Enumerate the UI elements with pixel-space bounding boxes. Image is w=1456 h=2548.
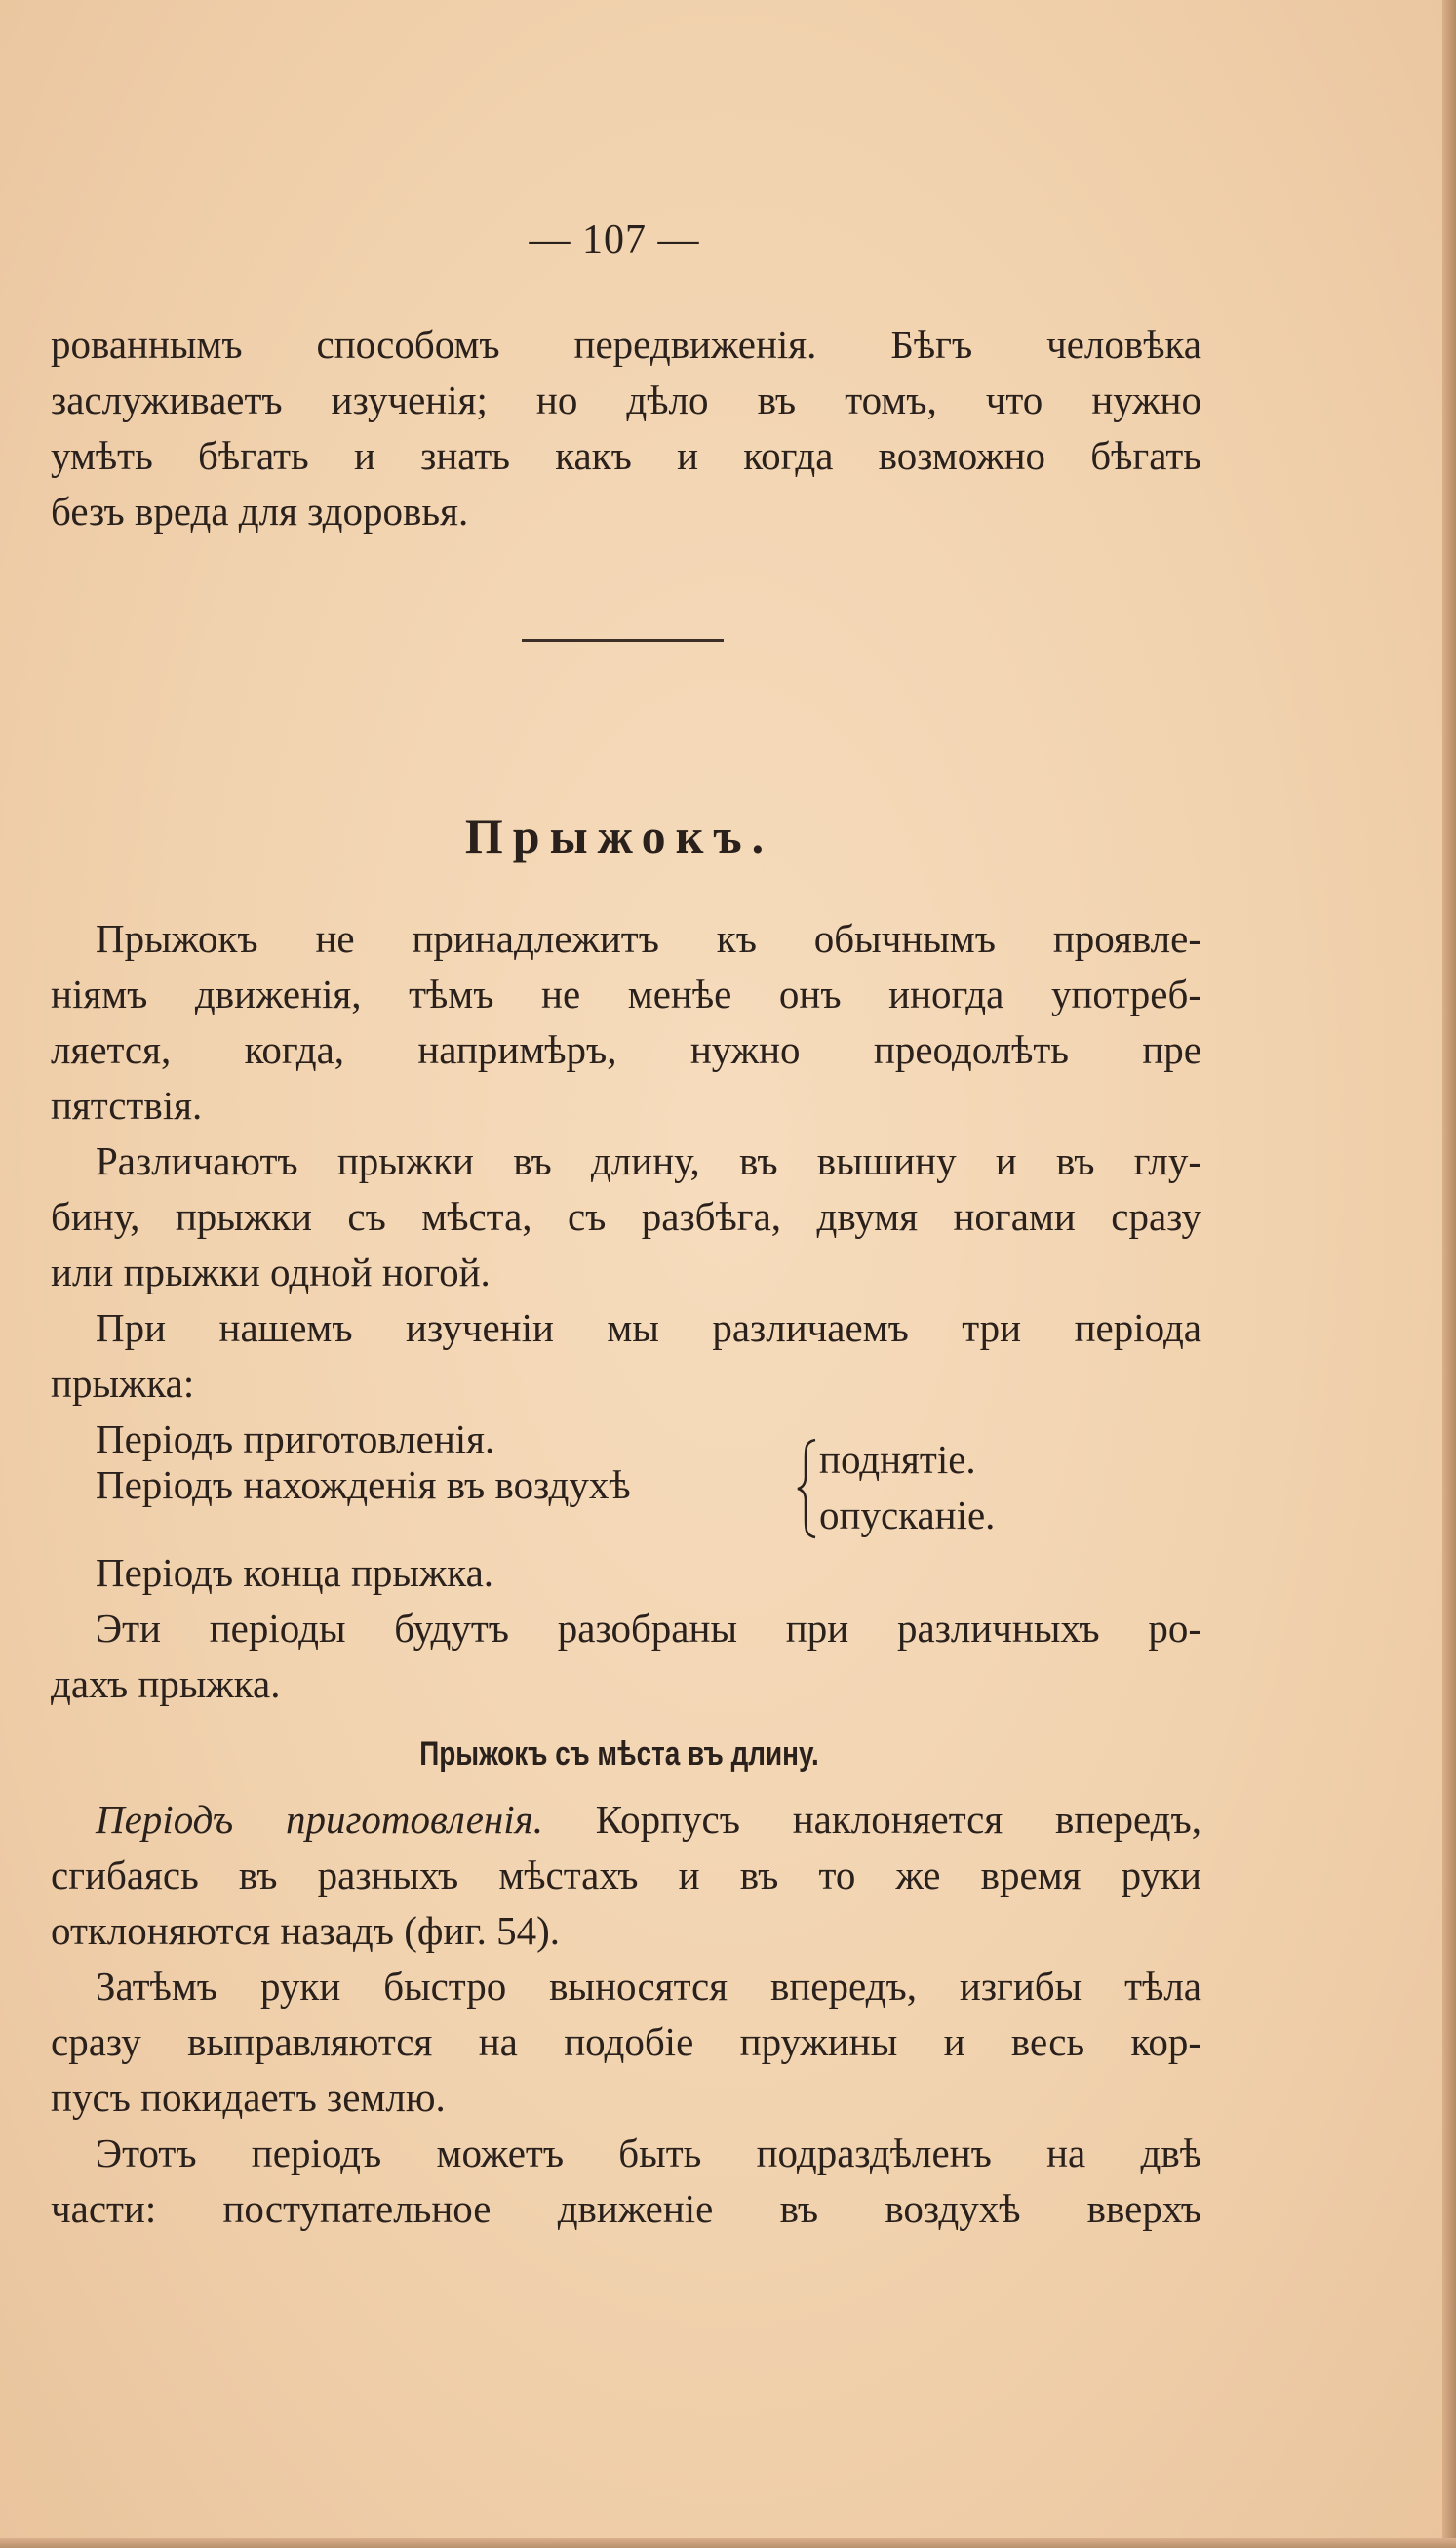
italic-lead: Періодъ приготовленія. [96, 1797, 543, 1842]
text-line: умѣть бѣгать и знать какъ и когда возможно бѣгать [51, 433, 1201, 478]
text-line: При нашемъ изученіи мы различаемъ три періода [96, 1305, 1201, 1350]
text-line: заслуживаетъ изученія; но дѣло въ томъ, что нужно [51, 378, 1201, 422]
lead-rest: Корпусъ наклоняется впередъ, [542, 1797, 1201, 1842]
text-line: сразу выправляются на подобіе пружины и весь кор- [51, 2019, 1201, 2064]
period-in-air-row [96, 1432, 1168, 1545]
text-line: бину, прыжки съ мѣста, съ разбѣга, двумя ногами сразу [51, 1194, 1201, 1239]
page-number: — 107 — [529, 218, 700, 262]
text-line: Этотъ періодъ можетъ быть подраздѣленъ на двѣ [96, 2130, 1201, 2175]
period-label: Періодъ нахожденія въ воздухѣ [96, 1462, 631, 1507]
text-line: Періодъ конца прыжка. [96, 1550, 494, 1595]
text-line: прыжка: [51, 1361, 195, 1406]
text-line: рованнымъ способомъ передвиженія. Бѣгъ человѣка [51, 322, 1201, 367]
text-line: ніямъ движенія, тѣмъ не менѣе онъ иногда употреб- [51, 972, 1201, 1016]
option-raise: поднятіе. [819, 1437, 976, 1482]
text-line: Прыжокъ не принадлежитъ къ обычнымъ проявле- [96, 916, 1201, 961]
section-body-1 [51, 911, 1201, 1467]
page-edge-bottom [0, 2538, 1456, 2548]
section-divider [522, 639, 724, 642]
text-line: Различаютъ прыжки въ длину, въ вышину и въ глу- [96, 1138, 1201, 1183]
text-line: Затѣмъ руки быстро выносятся впередъ, изгибы тѣла [96, 1964, 1201, 2009]
section-title: Прыжокъ. [464, 809, 774, 863]
page-edge-right [1442, 0, 1456, 2548]
period-options [819, 1432, 995, 1543]
text-line: пятствія. [51, 1083, 203, 1128]
text-line: пусъ покидаетъ землю. [51, 2075, 446, 2120]
text-line: Эти періоды будутъ разобраны при различныхъ ро- [96, 1606, 1201, 1651]
subsection-body [51, 1792, 1201, 2237]
subsection-heading: Прыжокъ съ мѣста въ длину. [419, 1735, 819, 1772]
text-line: Періодъ приготовленія. [96, 1416, 495, 1461]
text-line: дахъ прыжка. [51, 1661, 281, 1706]
text-line: части: поступательное движеніе въ воздухѣ вверхъ [51, 2186, 1201, 2231]
text-line: сгибаясь въ разныхъ мѣстахъ и въ то же время руки [51, 1852, 1201, 1897]
text-line: или прыжки одной ногой. [51, 1250, 491, 1294]
text-line [51, 1792, 1201, 1848]
option-lower: опусканіе. [819, 1493, 996, 1537]
text-line: ляется, когда, напримѣръ, нужно преодолѣть пре [51, 1027, 1201, 1072]
intro-paragraph [51, 317, 1201, 539]
text-line: отклоняются назадъ (фиг. 54). [51, 1908, 560, 1953]
section-body-2 [51, 1545, 1201, 1712]
curly-brace-icon [796, 1438, 819, 1539]
text-line: безъ вреда для здоровья. [51, 489, 469, 534]
